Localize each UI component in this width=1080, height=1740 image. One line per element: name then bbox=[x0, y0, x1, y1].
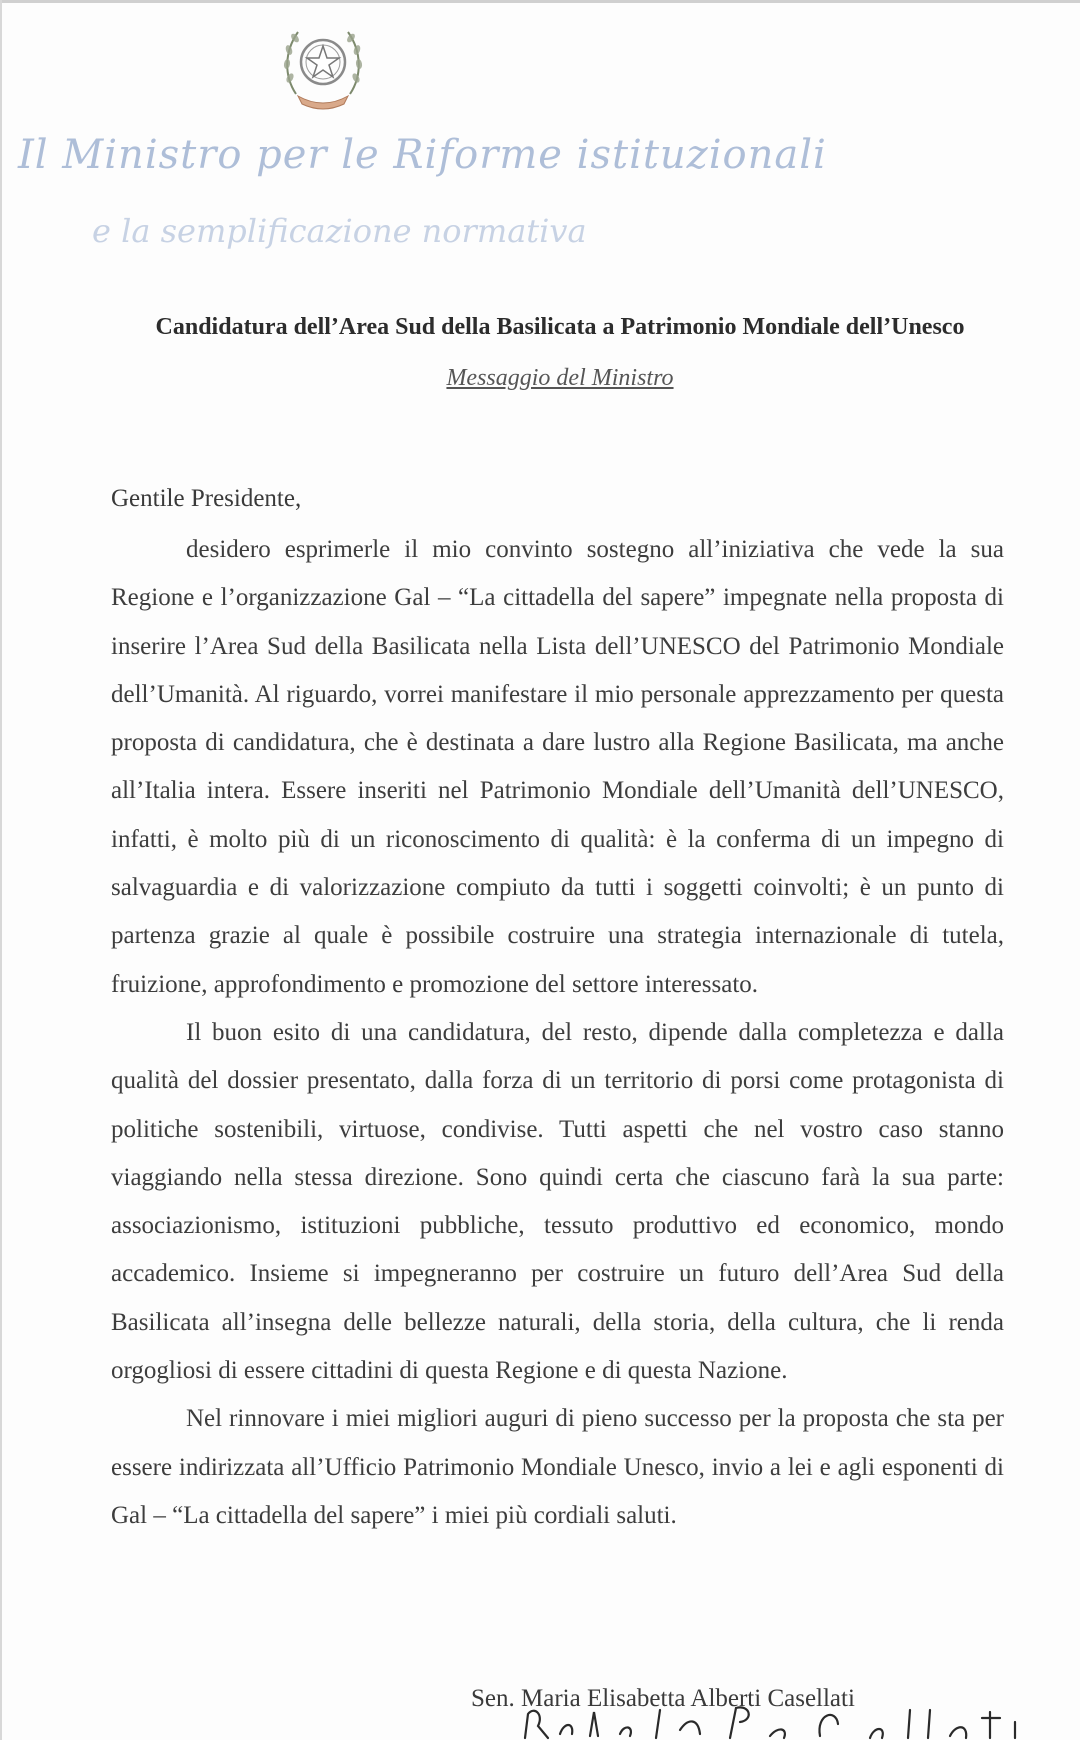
italian-republic-emblem-icon bbox=[278, 14, 368, 114]
paragraph-2: Il buon esito di una candidatura, del resto, dipende dalla completezza e dalla qualità del dossier presentato, dalla forza di un territorio di porsi come protagonista di politiche sostenibili, virtuose, condivise. Tutti aspetti che nel vostro caso stanno viaggiando nella stessa direzione. Sono quindi certa che ciascuno farà la sua parte: associazionismo, istituzioni pubbliche, tessuto produttivo ed economico, mondo accademico. Insieme si impegneranno per costruire un futuro dell’Area Sud della Basilicata all’insegna delle bellezze naturali, della storia, della cultura, che li renda orgogliosi di essere cittadini di questa Regione e di questa Nazione. bbox=[111, 1018, 1004, 1385]
salutation: Gentile Presidente, bbox=[111, 485, 302, 512]
letter-body bbox=[111, 526, 1004, 1540]
ministry-header-line1: Il Ministro per le Riforme istituzionali bbox=[18, 132, 827, 178]
document-subtitle bbox=[60, 365, 1060, 392]
paragraph-1: desidero esprimerle il mio convinto sostegno all’iniziativa che vede la sua Regione e l’organizzazione Gal – “La cittadella del sapere” impegnate nella proposta di inserire l’Area Sud della Basilicata nella Lista dell’UNESCO del Patrimonio Mondiale dell’Umanità. Al riguardo, vorrei manifestare il mio personale apprezzamento per questa proposta di candidatura, che è destinata a dare lustro alla Regione Basilicata, ma anche all’Italia intera. Essere inseriti nel Patrimonio Mondiale dell’Umanità dell’UNESCO, infatti, è molto più di un riconoscimento di qualità: è la conferma di un impegno di salvaguardia e di valorizzazione compiuto da tutti i soggetti coinvolti; è un punto di partenza grazie al quale è possibile costruire una strategia internazionale di tutela, fruizione, approfondimento e promozione del settore interessato. bbox=[111, 536, 1004, 998]
subtitle-text: Messaggio del Ministro bbox=[446, 365, 674, 391]
ministry-header-line2: e la semplificazione normativa bbox=[92, 212, 587, 250]
signer-name: Sen. Maria Elisabetta Alberti Casellati bbox=[471, 1685, 855, 1712]
handwritten-signature-icon bbox=[520, 1700, 1060, 1740]
left-border bbox=[0, 0, 2, 1740]
paragraph-3: Nel rinnovare i miei migliori auguri di pieno successo per la proposta che sta per essere indirizzata all’Ufficio Patrimonio Mondiale Unesco, invio a lei e agli esponenti di Gal – “La cittadella del sapere” i miei più cordiali saluti. bbox=[111, 1405, 1004, 1529]
document-title: Candidatura dell’Area Sud della Basilicata a Patrimonio Mondiale dell’Unesco bbox=[155, 314, 965, 340]
top-border bbox=[0, 0, 1080, 3]
